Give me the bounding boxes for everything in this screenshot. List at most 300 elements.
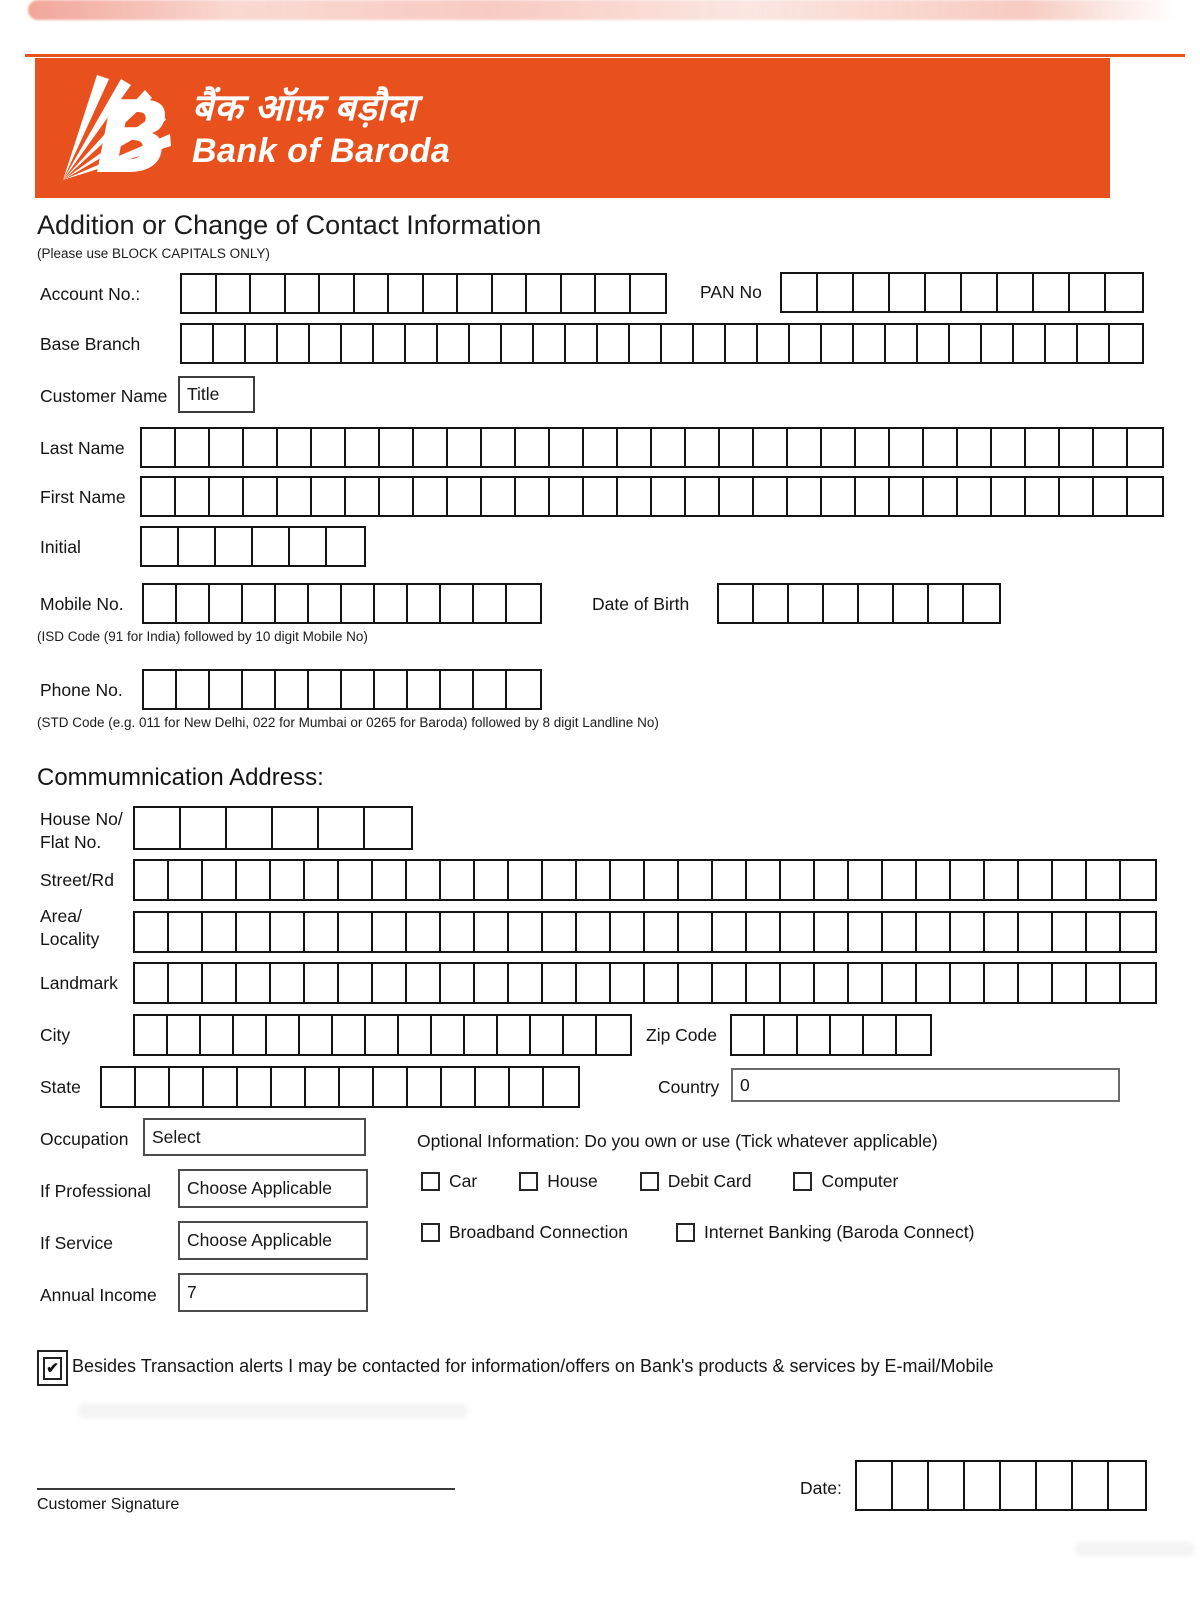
char-cell[interactable] xyxy=(373,964,407,1002)
char-cell[interactable] xyxy=(448,478,482,515)
char-cell[interactable] xyxy=(465,1016,498,1054)
char-cell[interactable] xyxy=(662,325,694,362)
initial-boxes[interactable] xyxy=(140,526,366,567)
char-cell[interactable] xyxy=(182,325,214,362)
char-cell[interactable] xyxy=(342,671,375,708)
char-cell[interactable] xyxy=(1060,478,1094,515)
char-cell[interactable] xyxy=(566,325,598,362)
char-cell[interactable] xyxy=(238,1068,272,1106)
char-cell[interactable] xyxy=(1121,913,1155,951)
char-cell[interactable] xyxy=(1034,274,1070,311)
char-cell[interactable] xyxy=(169,913,203,951)
char-cell[interactable] xyxy=(251,275,286,312)
char-cell[interactable] xyxy=(883,964,917,1002)
char-cell[interactable] xyxy=(1110,325,1142,362)
char-cell[interactable] xyxy=(577,861,611,899)
char-cell[interactable] xyxy=(951,913,985,951)
checkbox-icon[interactable] xyxy=(676,1223,695,1242)
char-cell[interactable] xyxy=(177,671,210,708)
char-cell[interactable] xyxy=(713,913,747,951)
char-cell[interactable] xyxy=(216,528,253,565)
char-cell[interactable] xyxy=(210,585,243,622)
char-cell[interactable] xyxy=(982,325,1014,362)
title-select[interactable]: Title xyxy=(178,376,255,413)
char-cell[interactable] xyxy=(309,671,342,708)
char-cell[interactable] xyxy=(203,913,237,951)
char-cell[interactable] xyxy=(179,528,216,565)
char-cell[interactable] xyxy=(272,1068,306,1106)
char-cell[interactable] xyxy=(135,964,169,1002)
char-cell[interactable] xyxy=(630,325,662,362)
char-cell[interactable] xyxy=(856,478,890,515)
char-cell[interactable] xyxy=(306,1068,340,1106)
char-cell[interactable] xyxy=(856,429,890,466)
char-cell[interactable] xyxy=(142,528,179,565)
char-cell[interactable] xyxy=(278,325,310,362)
char-cell[interactable] xyxy=(1094,429,1128,466)
char-cell[interactable] xyxy=(493,275,528,312)
char-cell[interactable] xyxy=(1014,325,1046,362)
char-cell[interactable] xyxy=(883,913,917,951)
char-cell[interactable] xyxy=(1121,964,1155,1002)
char-cell[interactable] xyxy=(442,1068,476,1106)
char-cell[interactable] xyxy=(713,964,747,1002)
char-cell[interactable] xyxy=(244,429,278,466)
char-cell[interactable] xyxy=(271,964,305,1002)
char-cell[interactable] xyxy=(645,964,679,1002)
char-cell[interactable] xyxy=(1128,429,1162,466)
char-cell[interactable] xyxy=(509,861,543,899)
char-cell[interactable] xyxy=(333,1016,366,1054)
char-cell[interactable] xyxy=(399,1016,432,1054)
char-cell[interactable] xyxy=(432,1016,465,1054)
char-cell[interactable] xyxy=(754,585,789,622)
char-cell[interactable] xyxy=(414,478,448,515)
char-cell[interactable] xyxy=(788,429,822,466)
char-cell[interactable] xyxy=(962,274,998,311)
char-cell[interactable] xyxy=(408,585,441,622)
char-cell[interactable] xyxy=(365,808,411,848)
optional-checkbox-item[interactable] xyxy=(640,1171,752,1192)
char-cell[interactable] xyxy=(679,913,713,951)
char-cell[interactable] xyxy=(890,478,924,515)
char-cell[interactable] xyxy=(849,913,883,951)
char-cell[interactable] xyxy=(375,585,408,622)
char-cell[interactable] xyxy=(142,478,176,515)
optional-checkbox-item[interactable] xyxy=(676,1222,974,1243)
char-cell[interactable] xyxy=(516,478,550,515)
char-cell[interactable] xyxy=(102,1068,136,1106)
annual-income-input[interactable]: 7 xyxy=(178,1273,368,1312)
char-cell[interactable] xyxy=(694,325,726,362)
char-cell[interactable] xyxy=(747,913,781,951)
char-cell[interactable] xyxy=(482,429,516,466)
char-cell[interactable] xyxy=(577,964,611,1002)
landmark-boxes[interactable] xyxy=(133,962,1157,1004)
char-cell[interactable] xyxy=(327,528,364,565)
char-cell[interactable] xyxy=(917,913,951,951)
char-cell[interactable] xyxy=(339,964,373,1002)
char-cell[interactable] xyxy=(441,585,474,622)
char-cell[interactable] xyxy=(237,913,271,951)
char-cell[interactable] xyxy=(144,585,177,622)
char-cell[interactable] xyxy=(550,478,584,515)
char-cell[interactable] xyxy=(246,325,278,362)
char-cell[interactable] xyxy=(562,275,597,312)
char-cell[interactable] xyxy=(1053,913,1087,951)
char-cell[interactable] xyxy=(789,585,824,622)
char-cell[interactable] xyxy=(227,808,273,848)
char-cell[interactable] xyxy=(890,429,924,466)
char-cell[interactable] xyxy=(342,325,374,362)
char-cell[interactable] xyxy=(271,861,305,899)
char-cell[interactable] xyxy=(886,325,918,362)
char-cell[interactable] xyxy=(312,429,346,466)
if-professional-select[interactable]: Choose Applicable xyxy=(178,1169,368,1208)
checkbox-icon[interactable] xyxy=(519,1172,538,1191)
char-cell[interactable] xyxy=(339,861,373,899)
char-cell[interactable] xyxy=(214,325,246,362)
if-service-select[interactable]: Choose Applicable xyxy=(178,1221,368,1260)
country-input[interactable]: 0 xyxy=(731,1068,1120,1102)
char-cell[interactable] xyxy=(142,429,176,466)
char-cell[interactable] xyxy=(1109,1462,1145,1509)
char-cell[interactable] xyxy=(203,861,237,899)
occupation-select[interactable]: Select xyxy=(143,1118,366,1156)
char-cell[interactable] xyxy=(507,671,540,708)
char-cell[interactable] xyxy=(509,913,543,951)
char-cell[interactable] xyxy=(992,478,1026,515)
char-cell[interactable] xyxy=(1078,325,1110,362)
date-boxes[interactable] xyxy=(855,1460,1147,1511)
char-cell[interactable] xyxy=(374,1068,408,1106)
char-cell[interactable] xyxy=(822,429,856,466)
char-cell[interactable] xyxy=(290,528,327,565)
char-cell[interactable] xyxy=(584,478,618,515)
char-cell[interactable] xyxy=(476,1068,510,1106)
char-cell[interactable] xyxy=(788,478,822,515)
mobile-number-boxes[interactable] xyxy=(142,583,542,624)
optional-checkbox-item[interactable] xyxy=(519,1171,598,1192)
char-cell[interactable] xyxy=(136,1068,170,1106)
char-cell[interactable] xyxy=(824,585,859,622)
char-cell[interactable] xyxy=(754,478,788,515)
char-cell[interactable] xyxy=(890,274,926,311)
char-cell[interactable] xyxy=(170,1068,204,1106)
char-cell[interactable] xyxy=(509,964,543,1002)
char-cell[interactable] xyxy=(305,913,339,951)
char-cell[interactable] xyxy=(747,861,781,899)
checkbox-icon[interactable] xyxy=(421,1172,440,1191)
char-cell[interactable] xyxy=(380,478,414,515)
char-cell[interactable] xyxy=(278,429,312,466)
char-cell[interactable] xyxy=(854,325,886,362)
char-cell[interactable] xyxy=(135,1016,168,1054)
char-cell[interactable] xyxy=(135,861,169,899)
char-cell[interactable] xyxy=(346,429,380,466)
char-cell[interactable] xyxy=(998,274,1034,311)
char-cell[interactable] xyxy=(929,585,964,622)
char-cell[interactable] xyxy=(531,1016,564,1054)
char-cell[interactable] xyxy=(652,478,686,515)
char-cell[interactable] xyxy=(732,1016,765,1054)
char-cell[interactable] xyxy=(544,1068,578,1106)
char-cell[interactable] xyxy=(135,913,169,951)
char-cell[interactable] xyxy=(507,585,540,622)
account-number-boxes[interactable] xyxy=(180,273,667,314)
char-cell[interactable] xyxy=(310,325,342,362)
char-cell[interactable] xyxy=(1001,1462,1037,1509)
char-cell[interactable] xyxy=(340,1068,374,1106)
char-cell[interactable] xyxy=(985,964,1019,1002)
char-cell[interactable] xyxy=(1019,913,1053,951)
char-cell[interactable] xyxy=(278,478,312,515)
area-boxes[interactable] xyxy=(133,911,1157,953)
char-cell[interactable] xyxy=(342,585,375,622)
char-cell[interactable] xyxy=(917,964,951,1002)
char-cell[interactable] xyxy=(598,325,630,362)
char-cell[interactable] xyxy=(355,275,390,312)
char-cell[interactable] xyxy=(244,478,278,515)
char-cell[interactable] xyxy=(1046,325,1078,362)
char-cell[interactable] xyxy=(618,478,652,515)
char-cell[interactable] xyxy=(516,429,550,466)
char-cell[interactable] xyxy=(893,1462,929,1509)
char-cell[interactable] xyxy=(864,1016,897,1054)
char-cell[interactable] xyxy=(543,964,577,1002)
char-cell[interactable] xyxy=(300,1016,333,1054)
checkmark-icon[interactable]: ✔ xyxy=(43,1357,62,1380)
char-cell[interactable] xyxy=(176,429,210,466)
char-cell[interactable] xyxy=(237,861,271,899)
char-cell[interactable] xyxy=(1026,478,1060,515)
char-cell[interactable] xyxy=(965,1462,1001,1509)
char-cell[interactable] xyxy=(754,429,788,466)
char-cell[interactable] xyxy=(407,913,441,951)
char-cell[interactable] xyxy=(1087,913,1121,951)
char-cell[interactable] xyxy=(985,861,1019,899)
first-name-boxes[interactable] xyxy=(140,476,1164,517)
char-cell[interactable] xyxy=(926,274,962,311)
char-cell[interactable] xyxy=(859,585,894,622)
char-cell[interactable] xyxy=(203,964,237,1002)
char-cell[interactable] xyxy=(564,1016,597,1054)
char-cell[interactable] xyxy=(543,913,577,951)
checkbox-icon[interactable] xyxy=(421,1223,440,1242)
char-cell[interactable] xyxy=(857,1462,893,1509)
state-boxes[interactable] xyxy=(100,1066,580,1108)
char-cell[interactable] xyxy=(924,429,958,466)
char-cell[interactable] xyxy=(951,861,985,899)
char-cell[interactable] xyxy=(782,274,818,311)
char-cell[interactable] xyxy=(475,913,509,951)
char-cell[interactable] xyxy=(1019,964,1053,1002)
char-cell[interactable] xyxy=(964,585,999,622)
char-cell[interactable] xyxy=(645,861,679,899)
char-cell[interactable] xyxy=(414,429,448,466)
char-cell[interactable] xyxy=(822,478,856,515)
char-cell[interactable] xyxy=(781,913,815,951)
char-cell[interactable] xyxy=(498,1016,531,1054)
char-cell[interactable] xyxy=(375,671,408,708)
char-cell[interactable] xyxy=(924,478,958,515)
char-cell[interactable] xyxy=(849,964,883,1002)
char-cell[interactable] xyxy=(815,913,849,951)
char-cell[interactable] xyxy=(176,478,210,515)
char-cell[interactable] xyxy=(305,861,339,899)
char-cell[interactable] xyxy=(502,325,534,362)
char-cell[interactable] xyxy=(1073,1462,1109,1509)
char-cell[interactable] xyxy=(474,671,507,708)
char-cell[interactable] xyxy=(458,275,493,312)
base-branch-boxes[interactable] xyxy=(180,323,1144,364)
char-cell[interactable] xyxy=(407,861,441,899)
optional-checkbox-item[interactable] xyxy=(421,1171,477,1192)
char-cell[interactable] xyxy=(849,861,883,899)
char-cell[interactable] xyxy=(243,585,276,622)
char-cell[interactable] xyxy=(424,275,459,312)
street-boxes[interactable] xyxy=(133,859,1157,901)
char-cell[interactable] xyxy=(210,671,243,708)
last-name-boxes[interactable] xyxy=(140,427,1164,468)
char-cell[interactable] xyxy=(747,964,781,1002)
char-cell[interactable] xyxy=(831,1016,864,1054)
char-cell[interactable] xyxy=(1019,861,1053,899)
char-cell[interactable] xyxy=(758,325,790,362)
optional-checkbox-item[interactable] xyxy=(793,1171,898,1192)
char-cell[interactable] xyxy=(958,429,992,466)
char-cell[interactable] xyxy=(373,913,407,951)
char-cell[interactable] xyxy=(312,478,346,515)
char-cell[interactable] xyxy=(475,964,509,1002)
char-cell[interactable] xyxy=(408,671,441,708)
char-cell[interactable] xyxy=(781,861,815,899)
char-cell[interactable] xyxy=(1060,429,1094,466)
char-cell[interactable] xyxy=(1037,1462,1073,1509)
pan-number-boxes[interactable] xyxy=(780,272,1144,313)
char-cell[interactable] xyxy=(267,1016,300,1054)
char-cell[interactable] xyxy=(985,913,1019,951)
char-cell[interactable] xyxy=(611,964,645,1002)
char-cell[interactable] xyxy=(234,1016,267,1054)
consent-checkbox[interactable] xyxy=(37,1350,68,1386)
char-cell[interactable] xyxy=(474,585,507,622)
char-cell[interactable] xyxy=(319,808,365,848)
char-cell[interactable] xyxy=(597,1016,630,1054)
char-cell[interactable] xyxy=(679,861,713,899)
char-cell[interactable] xyxy=(897,1016,930,1054)
char-cell[interactable] xyxy=(1106,274,1142,311)
char-cell[interactable] xyxy=(929,1462,965,1509)
char-cell[interactable] xyxy=(1094,478,1128,515)
char-cell[interactable] xyxy=(679,964,713,1002)
char-cell[interactable] xyxy=(815,964,849,1002)
phone-number-boxes[interactable] xyxy=(142,669,542,710)
checkbox-icon[interactable] xyxy=(793,1172,812,1191)
char-cell[interactable] xyxy=(719,585,754,622)
char-cell[interactable] xyxy=(686,478,720,515)
char-cell[interactable] xyxy=(169,964,203,1002)
char-cell[interactable] xyxy=(373,861,407,899)
char-cell[interactable] xyxy=(854,274,890,311)
char-cell[interactable] xyxy=(407,964,441,1002)
char-cell[interactable] xyxy=(1053,964,1087,1002)
char-cell[interactable] xyxy=(584,429,618,466)
char-cell[interactable] xyxy=(790,325,822,362)
char-cell[interactable] xyxy=(408,1068,442,1106)
char-cell[interactable] xyxy=(894,585,929,622)
char-cell[interactable] xyxy=(380,429,414,466)
char-cell[interactable] xyxy=(309,585,342,622)
char-cell[interactable] xyxy=(217,275,252,312)
char-cell[interactable] xyxy=(482,478,516,515)
char-cell[interactable] xyxy=(1128,478,1162,515)
char-cell[interactable] xyxy=(1087,861,1121,899)
char-cell[interactable] xyxy=(1026,429,1060,466)
char-cell[interactable] xyxy=(720,429,754,466)
char-cell[interactable] xyxy=(596,275,631,312)
date-of-birth-boxes[interactable] xyxy=(717,583,1001,624)
char-cell[interactable] xyxy=(204,1068,238,1106)
char-cell[interactable] xyxy=(1070,274,1106,311)
char-cell[interactable] xyxy=(406,325,438,362)
char-cell[interactable] xyxy=(441,861,475,899)
char-cell[interactable] xyxy=(918,325,950,362)
char-cell[interactable] xyxy=(726,325,758,362)
char-cell[interactable] xyxy=(720,478,754,515)
char-cell[interactable] xyxy=(243,671,276,708)
char-cell[interactable] xyxy=(765,1016,798,1054)
char-cell[interactable] xyxy=(686,429,720,466)
char-cell[interactable] xyxy=(992,429,1026,466)
char-cell[interactable] xyxy=(713,861,747,899)
char-cell[interactable] xyxy=(917,861,951,899)
char-cell[interactable] xyxy=(958,478,992,515)
char-cell[interactable] xyxy=(470,325,502,362)
char-cell[interactable] xyxy=(286,275,321,312)
char-cell[interactable] xyxy=(168,1016,201,1054)
char-cell[interactable] xyxy=(781,964,815,1002)
char-cell[interactable] xyxy=(276,671,309,708)
char-cell[interactable] xyxy=(475,861,509,899)
checkbox-icon[interactable] xyxy=(640,1172,659,1191)
char-cell[interactable] xyxy=(305,964,339,1002)
char-cell[interactable] xyxy=(253,528,290,565)
char-cell[interactable] xyxy=(611,861,645,899)
char-cell[interactable] xyxy=(177,585,210,622)
char-cell[interactable] xyxy=(441,671,474,708)
char-cell[interactable] xyxy=(822,325,854,362)
char-cell[interactable] xyxy=(818,274,854,311)
char-cell[interactable] xyxy=(339,913,373,951)
house-number-boxes[interactable] xyxy=(133,806,413,850)
char-cell[interactable] xyxy=(645,913,679,951)
char-cell[interactable] xyxy=(169,861,203,899)
char-cell[interactable] xyxy=(441,913,475,951)
char-cell[interactable] xyxy=(448,429,482,466)
char-cell[interactable] xyxy=(182,275,217,312)
char-cell[interactable] xyxy=(1121,861,1155,899)
char-cell[interactable] xyxy=(543,861,577,899)
char-cell[interactable] xyxy=(534,325,566,362)
char-cell[interactable] xyxy=(577,913,611,951)
char-cell[interactable] xyxy=(210,478,244,515)
char-cell[interactable] xyxy=(320,275,355,312)
char-cell[interactable] xyxy=(1087,964,1121,1002)
char-cell[interactable] xyxy=(951,964,985,1002)
char-cell[interactable] xyxy=(1053,861,1087,899)
char-cell[interactable] xyxy=(144,671,177,708)
